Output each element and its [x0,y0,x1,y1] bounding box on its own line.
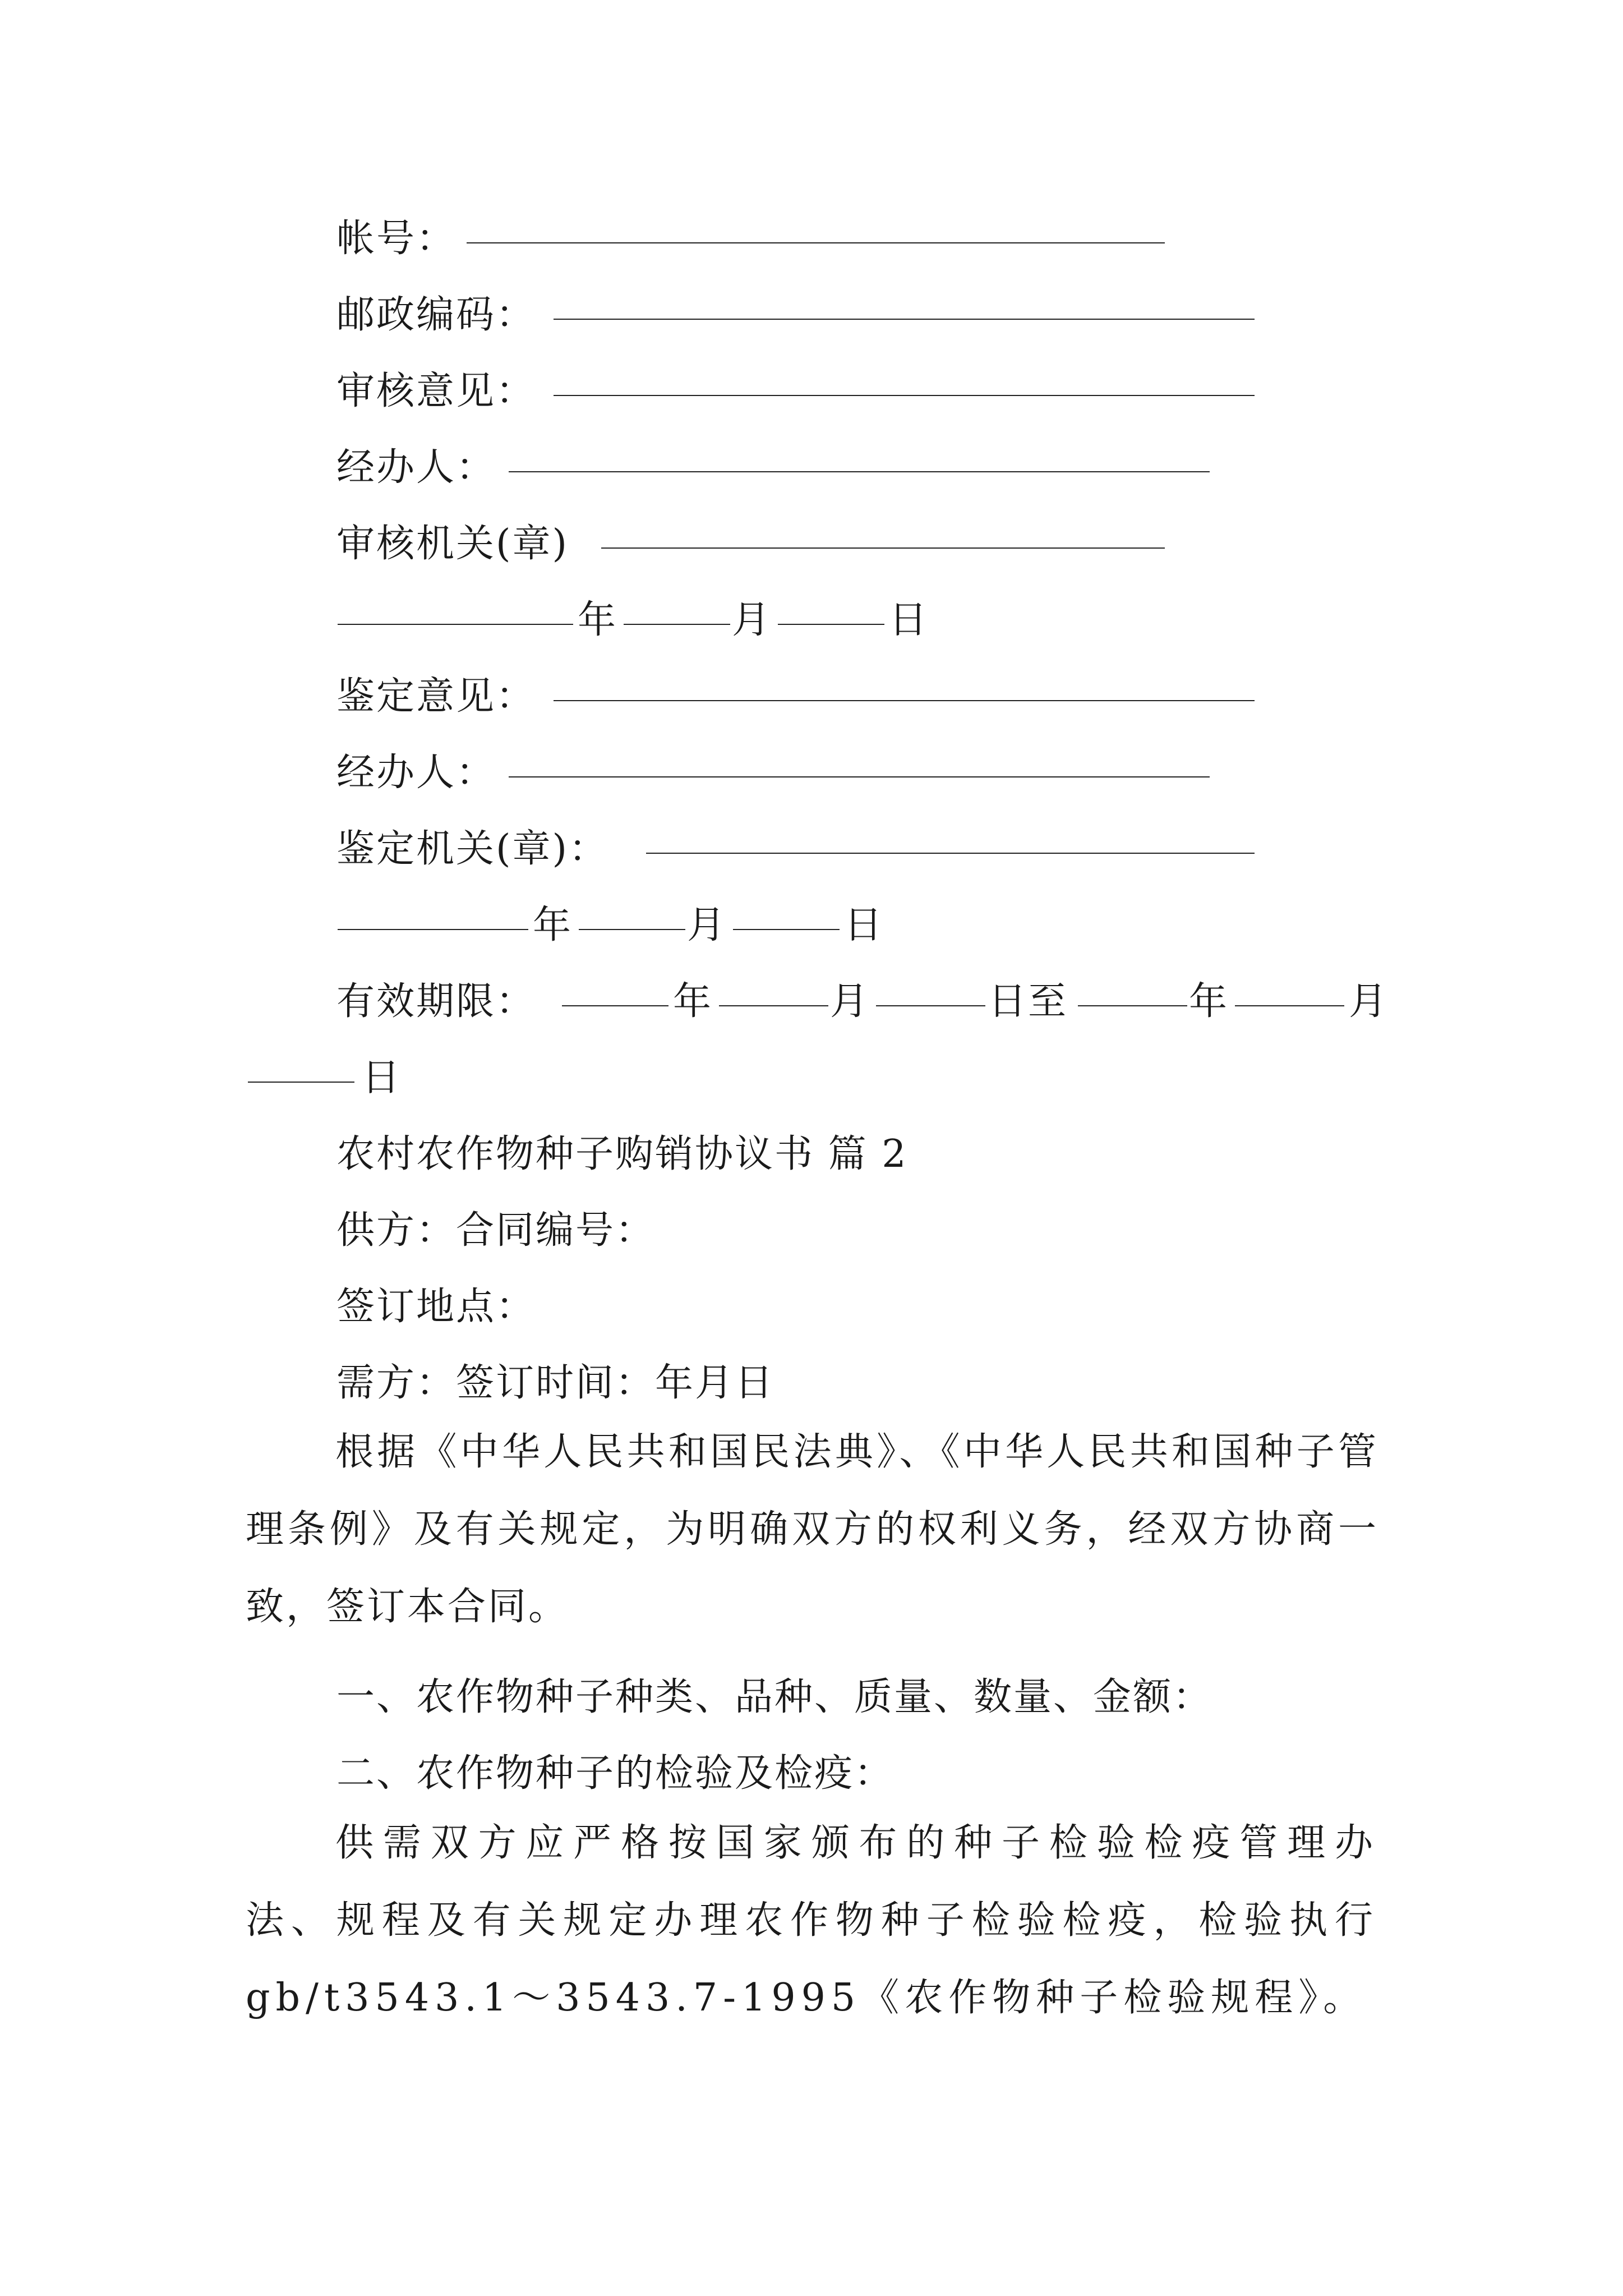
review-year-label: 年 [578,598,618,642]
validity-year-blank-1[interactable] [562,983,668,1006]
review-authority-label: 审核机关(章) [336,522,569,566]
review-opinion-blank[interactable] [554,372,1255,396]
review-year-blank[interactable] [338,601,573,625]
appraisal-opinion-label: 鉴定意见： [336,674,536,719]
review-authority-blank[interactable] [601,525,1165,549]
validity-year-label-1: 年 [673,979,713,1024]
handler-blank-1[interactable] [509,449,1210,472]
validity-month-label-2: 月 [1349,979,1389,1024]
supplier-contract-no: 供方：合同编号： [336,1208,656,1253]
validity-day-blank-2[interactable] [248,1059,354,1083]
item-1-heading: 一、农作物种子种类、品种、质量、数量、金额： [336,1675,1213,1719]
account-label: 帐号： [336,217,457,261]
inspection-paragraph: 供需双方应严格按国家颁布的种子检验检疫管理办法、规程及有关规定办理农作物种子检验检疫，检验执行gb/t3543.1～3543.7-1995《农作物种子检验规程》。 [246,1821,1378,2020]
handler-label-1: 经办人： [336,445,496,490]
review-day-label: 日 [889,598,929,642]
sign-place: 签订地点： [336,1285,536,1329]
item-2-heading: 二、农作物种子的检验及检疫： [336,1751,895,1796]
review-day-blank[interactable] [778,601,884,625]
postcode-label: 邮政编码： [336,293,536,337]
review-month-blank[interactable] [624,601,730,625]
review-opinion-label: 审核意见： [336,369,536,413]
appraisal-day-blank[interactable] [733,907,840,930]
intro-paragraph: 根据《中华人民共和国民法典》、《中华人民共和国种子管理条例》及有关规定，为明确双方的权利义务，经双方协商一致，签订本合同。 [246,1430,1378,1629]
appraisal-authority-label: 鉴定机关(章)： [336,827,609,871]
appraisal-authority-blank[interactable] [646,830,1255,854]
validity-year-blank-2[interactable] [1078,983,1187,1006]
validity-year-label-2: 年 [1189,979,1229,1024]
validity-month-blank-2[interactable] [1235,983,1344,1006]
validity-day-blank-1[interactable] [876,983,985,1006]
validity-label: 有效期限： [336,979,536,1024]
appraisal-month-label: 月 [687,903,727,947]
account-blank[interactable] [467,220,1165,243]
appraisal-year-blank[interactable] [338,907,528,930]
section-2-title: 农村农作物种子购销协议书 篇 2 [336,1132,908,1176]
appraisal-month-blank[interactable] [579,907,685,930]
validity-day-to-label: 日至 [988,979,1068,1024]
validity-month-label-1: 月 [830,979,870,1024]
review-month-label: 月 [732,598,772,642]
handler-label-2: 经办人： [336,751,496,795]
postcode-blank[interactable] [554,296,1255,320]
handler-blank-2[interactable] [509,754,1210,777]
appraisal-year-label: 年 [533,903,573,947]
appraisal-day-label: 日 [844,903,884,947]
appraisal-opinion-blank[interactable] [554,678,1255,701]
validity-day-label-2: 日 [362,1056,402,1100]
validity-month-blank-1[interactable] [719,983,828,1006]
buyer-sign-time: 需方：签订时间：年月日 [336,1361,775,1405]
